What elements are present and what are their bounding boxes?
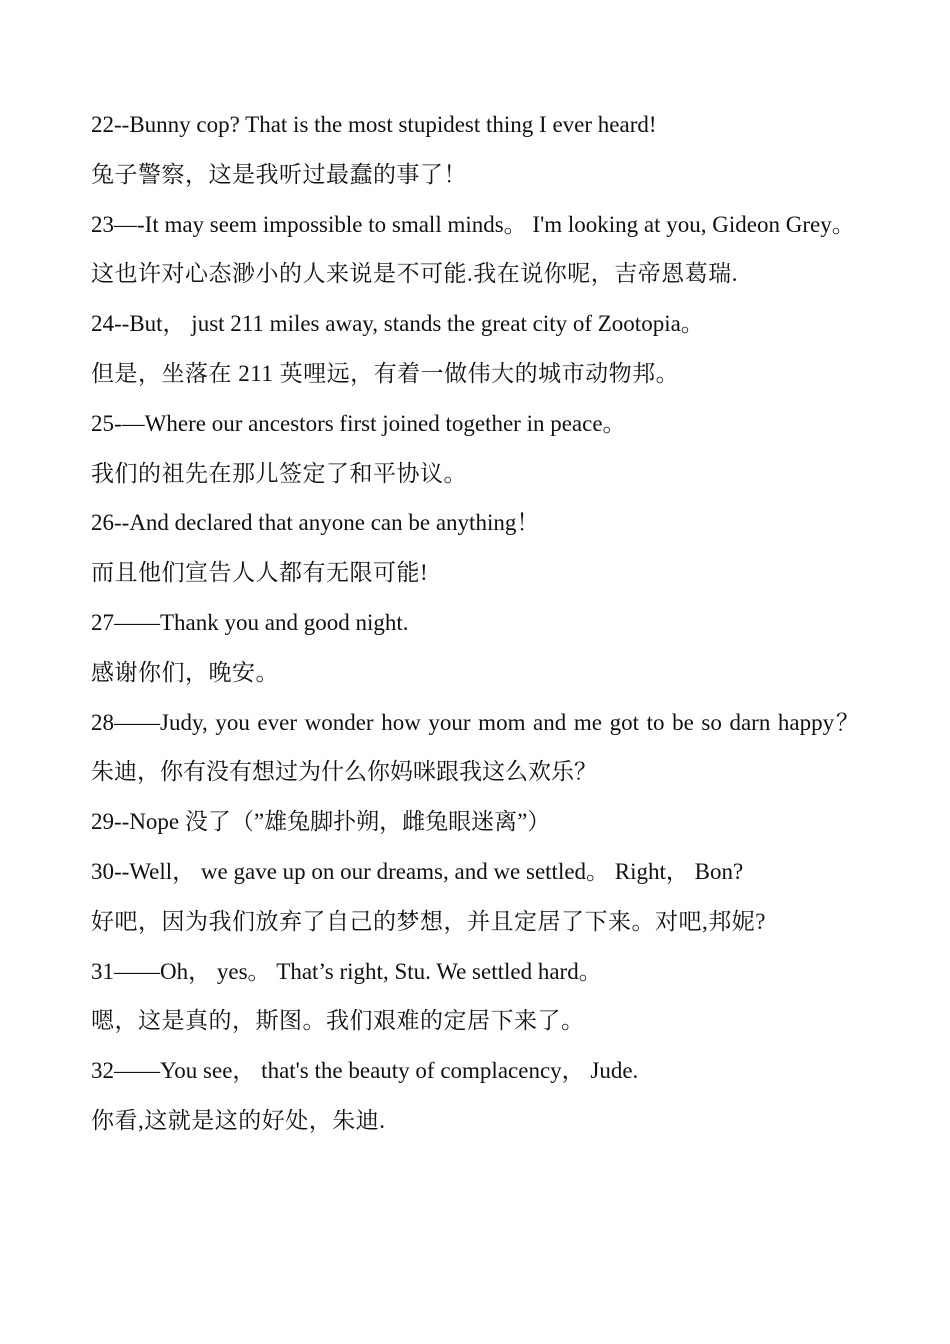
line-24-chinese: 但是，坐落在 211 英哩远，有着一做伟大的城市动物邦。: [91, 360, 680, 386]
line-31-chinese: 嗯，这是真的，斯图。我们艰难的定居下来了。: [91, 1008, 585, 1034]
line-28-bilingual: 28——Judy, you ever wonder how your mom and me got to be so darn happy？ 朱迪，你有没有想过为什么你妈咪跟我这么欢乐？: [91, 709, 859, 785]
document-body: [91, 100, 859, 1146]
line-23-english: 23—-It may seem impossible to small minds。 I'm looking at you, Gideon Grey。: [91, 211, 855, 237]
line-25-chinese: 我们的祖先在那儿签定了和平协议。: [91, 460, 467, 486]
line-32-english: 32——You see， that's the beauty of complacency， Jude.: [91, 1058, 639, 1084]
line-22-chinese: 兔子警察，这是我听过最蠢的事了！: [91, 161, 467, 187]
line-27-english: 27——Thank you and good night.: [91, 609, 409, 635]
line-26-english: 26--And declared that anyone can be anything！: [91, 510, 540, 536]
line-30-chinese: 好吧，因为我们放弃了自己的梦想，并且定居了下来。对吧,邦妮?: [91, 908, 766, 934]
line-24-english: 24--But， just 211 miles away, stands the great city of Zootopia。: [91, 311, 704, 337]
line-29-bilingual: 29--Nope 没了（”雄兔脚扑朔，雌兔眼迷离”）: [91, 809, 551, 835]
line-31-english: 31——Oh， yes。 That’s right, Stu. We settled hard。: [91, 958, 602, 984]
line-27-chinese: 感谢你们，晚安。: [91, 659, 279, 685]
line-32-chinese: 你看,这就是这的好处，朱迪.: [91, 1107, 386, 1133]
line-30-english: 30--Well， we gave up on our dreams, and we settled。 Right， Bon?: [91, 858, 744, 884]
line-26-chinese: 而且他们宣告人人都有无限可能!: [91, 560, 429, 586]
line-25-english: 25-—Where our ancestors first joined together in peace。: [91, 410, 626, 436]
line-22-english: 22--Bunny cop? That is the most stupidest thing I ever heard!: [91, 112, 657, 137]
line-23-chinese: 这也许对心态渺小的人来说是不可能.我在说你呢，吉帝恩葛瑞.: [91, 261, 738, 287]
